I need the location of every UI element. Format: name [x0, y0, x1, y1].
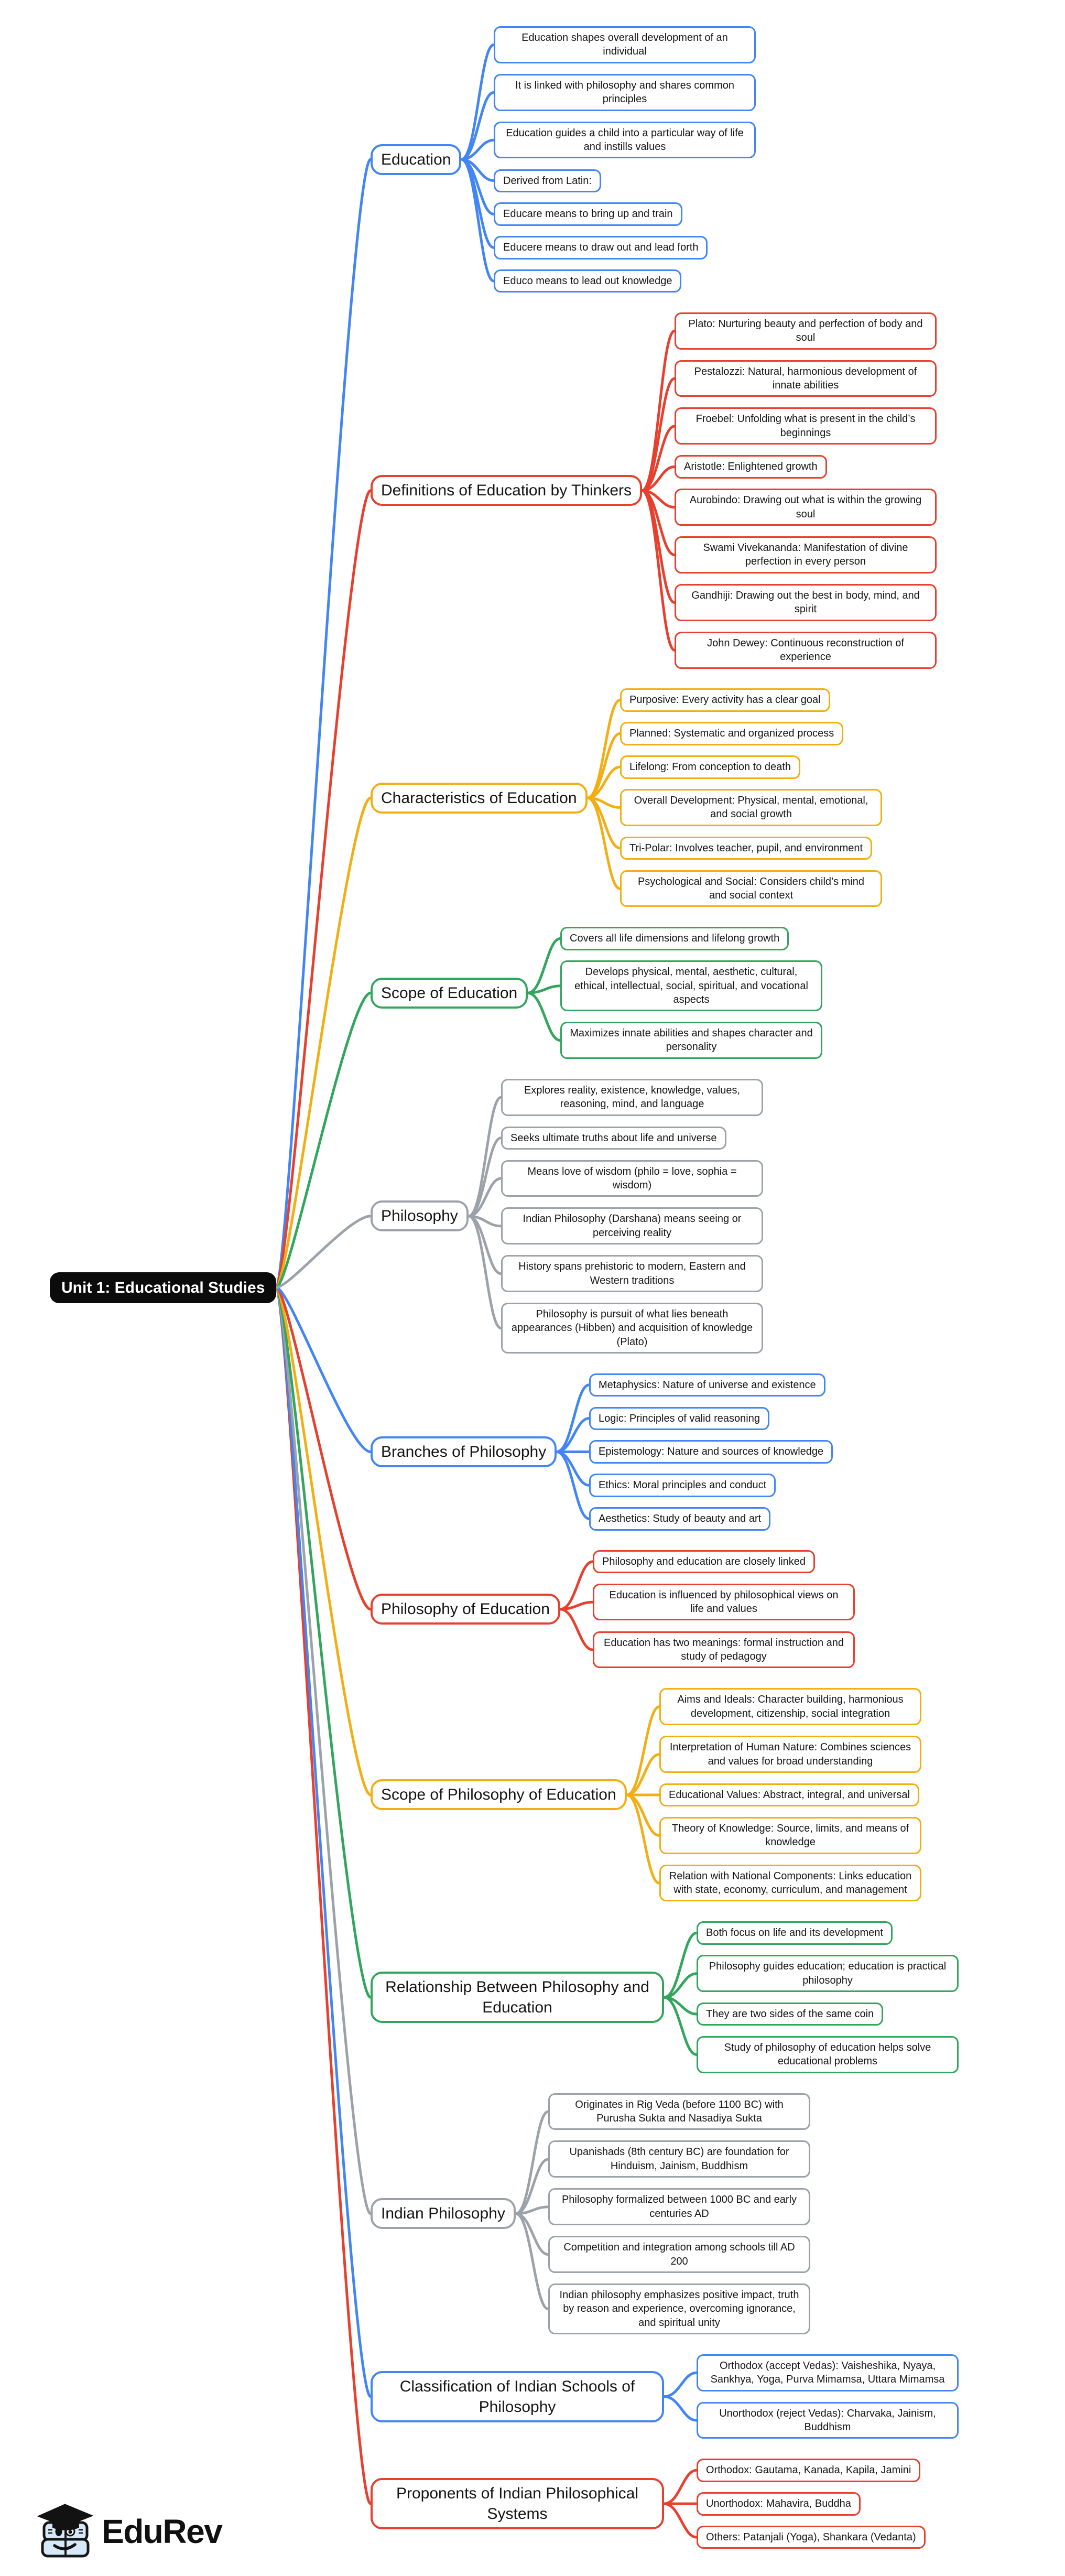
- child-node[interactable]: Educo means to lead out knowledge: [494, 269, 681, 293]
- child-node[interactable]: Unorthodox: Mahavira, Buddha: [697, 2492, 861, 2515]
- connector-line: [560, 1602, 593, 1609]
- connector-line: [588, 798, 620, 889]
- connector-line: [642, 491, 675, 650]
- edurev-mascot-icon: [36, 2499, 94, 2563]
- root-node[interactable]: Unit 1: Educational Studies: [50, 1272, 276, 1303]
- connector-line: [627, 1707, 659, 1795]
- child-node[interactable]: Both focus on life and its development: [697, 1921, 893, 1944]
- child-node[interactable]: John Dewey: Continuous reconstruction of experience: [675, 632, 937, 669]
- topic-classification-of-indian-schools-of-phil[interactable]: Classification of Indian Schools of Philosophy: [371, 2371, 664, 2422]
- topic-indian-philosophy[interactable]: Indian Philosophy: [371, 2198, 516, 2229]
- child-node[interactable]: Derived from Latin:: [494, 169, 601, 192]
- topic-proponents-of-indian-philosophical-syste[interactable]: Proponents of Indian Philosophical Systems: [371, 2478, 664, 2529]
- child-node[interactable]: Logic: Principles of valid reasoning: [589, 1407, 769, 1430]
- connector-line: [664, 2470, 697, 2504]
- child-node[interactable]: Overall Development: Physical, mental, emotional, and social growth: [620, 789, 882, 826]
- child-node[interactable]: Relation with National Components: Links education with state, economy, curriculum, and management: [659, 1865, 921, 1902]
- child-node[interactable]: Plato: Nurturing beauty and perfection of body and soul: [675, 312, 937, 350]
- child-node[interactable]: Educare means to bring up and train: [494, 202, 682, 225]
- child-node[interactable]: Unorthodox (reject Vedas): Charvaka, Jainism, Buddhism: [697, 2402, 959, 2439]
- child-node[interactable]: Competition and integration among schools till AD 200: [548, 2236, 810, 2273]
- child-node[interactable]: Philosophy is pursuit of what lies beneath appearances (Hibben) and acquisition of knowledge (Plato): [501, 1303, 763, 1354]
- child-node[interactable]: Study of philosophy of education helps solve educational problems: [697, 2036, 959, 2073]
- child-node[interactable]: Philosophy and education are closely linked: [593, 1550, 815, 1573]
- child-node[interactable]: Education is influenced by philosophical views on life and values: [593, 1584, 855, 1621]
- child-node[interactable]: Develops physical, mental, aesthetic, cultural, ethical, intellectual, social, spiritual, and vocational aspects: [560, 960, 822, 1011]
- child-node[interactable]: Covers all life dimensions and lifelong growth: [560, 927, 789, 950]
- child-node[interactable]: Pestalozzi: Natural, harmonious development of innate abilities: [675, 360, 937, 397]
- connector-line: [469, 1138, 501, 1216]
- child-node[interactable]: Indian philosophy emphasizes positive impact, truth by reason and experience, overcoming ignorance, and spiritual unity: [548, 2283, 810, 2334]
- connector-line: [461, 159, 494, 247]
- connector-line: [276, 159, 371, 1287]
- child-node[interactable]: Means love of wisdom (philo = love, sophia = wisdom): [501, 1160, 763, 1197]
- child-node[interactable]: Indian Philosophy (Darshana) means seeing or perceiving reality: [501, 1207, 763, 1244]
- child-node[interactable]: Aesthetics: Study of beauty and art: [589, 1507, 770, 1530]
- connector-line: [557, 1452, 589, 1519]
- topic-characteristics-of-education[interactable]: Characteristics of Education: [371, 783, 588, 814]
- child-node[interactable]: Orthodox: Gautama, Kanada, Kapila, Jamini: [697, 2459, 920, 2482]
- child-node[interactable]: Maximizes innate abilities and shapes character and personality: [560, 1022, 822, 1059]
- connector-line: [664, 2397, 697, 2420]
- connector-line: [528, 993, 560, 1040]
- child-node[interactable]: Aurobindo: Drawing out what is within the growing soul: [675, 489, 937, 526]
- connector-line: [557, 1385, 589, 1452]
- child-node[interactable]: Education has two meanings: formal instruction and study of pedagogy: [593, 1631, 855, 1669]
- connector-line: [664, 2504, 697, 2537]
- connector-line: [642, 378, 675, 491]
- child-node[interactable]: History spans prehistoric to modern, Eastern and Western traditions: [501, 1255, 763, 1292]
- child-node[interactable]: Psychological and Social: Considers child’s mind and social context: [620, 870, 882, 907]
- child-node[interactable]: Orthodox (accept Vedas): Vaisheshika, Nyaya, Sankhya, Yoga, Purva Mimamsa, Uttara Mimamsa: [697, 2354, 959, 2391]
- child-node[interactable]: Purposive: Every activity has a clear goal: [620, 688, 830, 711]
- topic-education[interactable]: Education: [371, 144, 461, 175]
- child-node[interactable]: Education shapes overall development of an individual: [494, 26, 756, 63]
- child-node[interactable]: Tri-Polar: Involves teacher, pupil, and environment: [620, 837, 872, 860]
- child-node[interactable]: Swami Vivekananda: Manifestation of divine perfection in every person: [675, 536, 937, 573]
- child-node[interactable]: Philosophy guides education; education is practical philosophy: [697, 1955, 959, 1992]
- connector-line: [627, 1795, 659, 1883]
- child-node[interactable]: Seeks ultimate truths about life and universe: [501, 1127, 726, 1150]
- topic-scope-of-education[interactable]: Scope of Education: [371, 978, 528, 1009]
- child-node[interactable]: They are two sides of the same coin: [697, 2003, 883, 2026]
- child-node[interactable]: Planned: Systematic and organized process: [620, 722, 843, 745]
- edurev-logo[interactable]: [36, 2499, 222, 2563]
- child-node[interactable]: Educere means to draw out and lead forth: [494, 236, 708, 259]
- topic-philosophy[interactable]: Philosophy: [371, 1200, 469, 1231]
- connector-line: [588, 733, 620, 798]
- child-node[interactable]: Originates in Rig Veda (before 1100 BC) with Purusha Sukta and Nasadiya Sukta: [548, 2093, 810, 2130]
- connector-line: [560, 1609, 593, 1650]
- connector-line: [461, 159, 494, 281]
- edurev-wordmark: EduRev: [102, 2512, 222, 2550]
- topic-definitions-of-education-by-thinkers[interactable]: Definitions of Education by Thinkers: [371, 475, 642, 506]
- topic-relationship-between-philosophy-and-educ[interactable]: Relationship Between Philosophy and Education: [371, 1972, 664, 2023]
- connector-line: [276, 1287, 371, 2397]
- child-node[interactable]: Explores reality, existence, knowledge, values, reasoning, mind, and language: [501, 1079, 763, 1116]
- topic-scope-of-philosophy-of-education[interactable]: Scope of Philosophy of Education: [371, 1779, 627, 1810]
- child-node[interactable]: Froebel: Unfolding what is present in the child’s beginnings: [675, 407, 937, 445]
- connector-line: [516, 2214, 548, 2309]
- child-node[interactable]: Educational Values: Abstract, integral, and universal: [659, 1783, 919, 1806]
- connector-line: [664, 2373, 697, 2396]
- child-node[interactable]: Others: Patanjali (Yoga), Shankara (Vedanta): [697, 2526, 926, 2549]
- topic-branches-of-philosophy[interactable]: Branches of Philosophy: [371, 1436, 557, 1467]
- child-node[interactable]: It is linked with philosophy and shares common principles: [494, 74, 756, 111]
- child-node[interactable]: Metaphysics: Nature of universe and existence: [589, 1373, 825, 1397]
- connector-line: [276, 798, 371, 1287]
- child-node[interactable]: Gandhiji: Drawing out the best in body, mind, and spirit: [675, 584, 937, 621]
- child-node[interactable]: Lifelong: From conception to death: [620, 755, 800, 778]
- connector-line: [528, 938, 560, 993]
- child-node[interactable]: Epistemology: Nature and sources of knowledge: [589, 1440, 833, 1463]
- child-node[interactable]: Philosophy formalized between 1000 BC and early centuries AD: [548, 2188, 810, 2225]
- child-node[interactable]: Theory of Knowledge: Source, limits, and means of knowledge: [659, 1817, 921, 1854]
- child-node[interactable]: Aims and Ideals: Character building, harmonious development, citizenship, social integration: [659, 1688, 921, 1725]
- child-node[interactable]: Ethics: Moral principles and conduct: [589, 1474, 776, 1497]
- topic-philosophy-of-education[interactable]: Philosophy of Education: [371, 1594, 560, 1625]
- child-node[interactable]: Education guides a child into a particular way of life and instills values: [494, 122, 756, 159]
- child-node[interactable]: Interpretation of Human Nature: Combines sciences and values for broad understanding: [659, 1736, 921, 1773]
- child-node[interactable]: Aristotle: Enlightened growth: [675, 455, 827, 478]
- connector-line: [516, 2214, 548, 2255]
- child-node[interactable]: Upanishads (8th century BC) are foundation for Hinduism, Jainism, Buddhism: [548, 2140, 810, 2178]
